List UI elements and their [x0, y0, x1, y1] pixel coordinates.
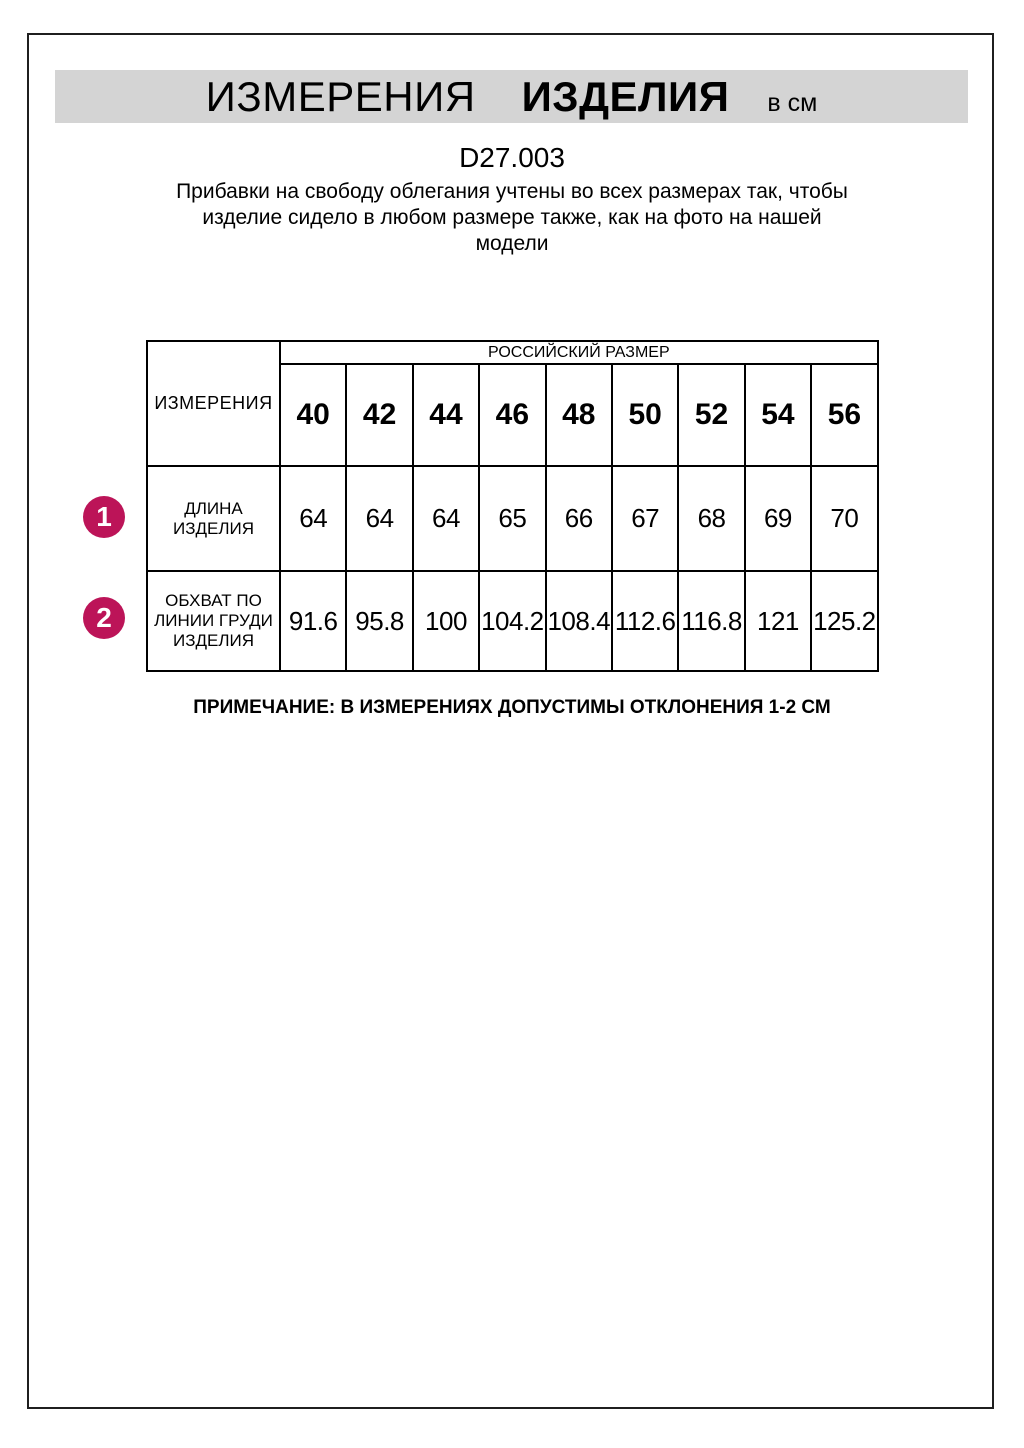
chest-value-42: 95.8 — [346, 571, 412, 671]
length-value-44: 64 — [413, 466, 479, 571]
title-bar — [55, 70, 968, 123]
length-value-48: 66 — [546, 466, 612, 571]
length-value-54: 69 — [745, 466, 811, 571]
fit-description — [29, 179, 995, 257]
row-label-length-line: ИЗДЕЛИЯ — [173, 518, 254, 538]
size-header-42: 42 — [346, 364, 412, 466]
size-header-46: 46 — [479, 364, 545, 466]
table-row-length — [147, 466, 878, 571]
size-header-52: 52 — [678, 364, 744, 466]
fit-description-line: Прибавки на свободу облегания учтены во всех размерах так, чтобы — [176, 180, 848, 203]
row-label-length-line: ДЛИНА — [184, 498, 243, 518]
length-value-50: 67 — [612, 466, 678, 571]
row-label-chest-line: ОБХВАТ ПО — [165, 591, 262, 610]
title-product: ИЗДЕЛИЯ — [521, 73, 730, 120]
chest-value-40: 91.6 — [280, 571, 346, 671]
size-header-54: 54 — [745, 364, 811, 466]
size-header-50: 50 — [612, 364, 678, 466]
size-header-40: 40 — [280, 364, 346, 466]
size-header-48: 48 — [546, 364, 612, 466]
chest-value-50: 112.6 — [612, 571, 678, 671]
chest-value-48: 108.4 — [546, 571, 612, 671]
chest-value-52: 116.8 — [678, 571, 744, 671]
chest-value-56: 125.2 — [811, 571, 878, 671]
fit-description-line: модели — [475, 232, 549, 255]
fit-description-line: изделие сидело в любом размере также, как на фото на нашей — [202, 206, 822, 229]
model-code: D27.003 — [459, 142, 565, 173]
chest-value-54: 121 — [745, 571, 811, 671]
russian-size-header: РОССИЙСКИЙ РАЗМЕР — [280, 341, 878, 364]
size-table — [146, 340, 879, 672]
row-label-chest — [147, 571, 280, 671]
title-unit: в см — [767, 89, 818, 117]
length-value-42: 64 — [346, 466, 412, 571]
length-value-52: 68 — [678, 466, 744, 571]
tolerance-note: ПРИМЕЧАНИЕ: В ИЗМЕРЕНИЯХ ДОПУСТИМЫ ОТКЛОНЕНИЯ 1-2 СМ — [193, 697, 831, 718]
size-header-56: 56 — [811, 364, 878, 466]
row-number-badge-1: 1 — [83, 496, 125, 538]
row-label-length — [147, 466, 280, 571]
length-value-56: 70 — [811, 466, 878, 571]
chest-value-44: 100 — [413, 571, 479, 671]
row-label-chest-line: ЛИНИИ ГРУДИ — [154, 611, 273, 630]
row-label-chest-line: ИЗДЕЛИЯ — [173, 631, 254, 650]
table-group-header-row — [147, 341, 878, 364]
table-row-chest — [147, 571, 878, 671]
length-value-46: 65 — [479, 466, 545, 571]
title-measurements: ИЗМЕРЕНИЯ — [205, 73, 476, 120]
table-corner-label: ИЗМЕРЕНИЯ — [147, 341, 280, 466]
row-number-badge-2: 2 — [83, 597, 125, 639]
chest-value-46: 104.2 — [479, 571, 545, 671]
size-header-44: 44 — [413, 364, 479, 466]
length-value-40: 64 — [280, 466, 346, 571]
